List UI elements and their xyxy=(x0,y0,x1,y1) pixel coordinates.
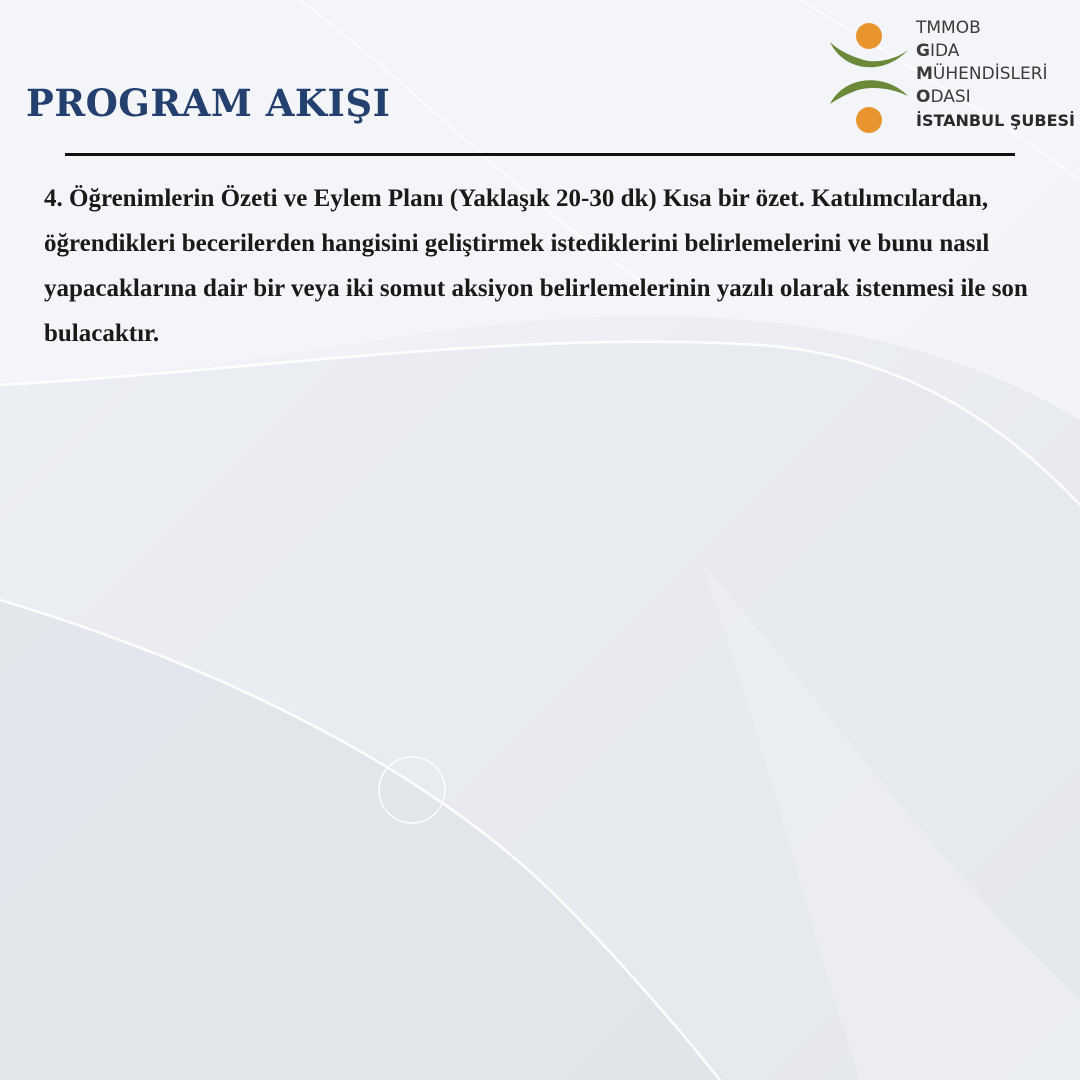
title-divider xyxy=(65,153,1015,156)
logo-branch-name: İSTANBUL ŞUBESİ xyxy=(916,111,1075,130)
tmmob-gida-logo-icon xyxy=(826,14,912,138)
logo-line-tmmob: TMMOB xyxy=(916,18,981,38)
program-item-text: 4. Öğrenimlerin Özeti ve Eylem Planı (Yaklaşık 20-30 dk) Kısa bir özet. Katılımcılardan, öğrendikleri becerilerden hangisini geliştirmek istediklerini belirlemelerini ve bunu nasıl yapacaklarına dair bir veya iki somut aksiyon belirlemelerinin yazılı olarak istenmesi ile son bulacaktır. xyxy=(44,185,1028,347)
logo-line-gida: GIDA xyxy=(916,41,960,61)
page-title: PROGRAM AKIŞI xyxy=(26,81,391,125)
logo-line-muhendisleri: MÜHENDİSLERİ xyxy=(916,64,1048,84)
logo-text xyxy=(916,17,1075,132)
organization-logo xyxy=(826,14,1075,138)
logo-line-odasi: ODASI xyxy=(916,87,971,107)
